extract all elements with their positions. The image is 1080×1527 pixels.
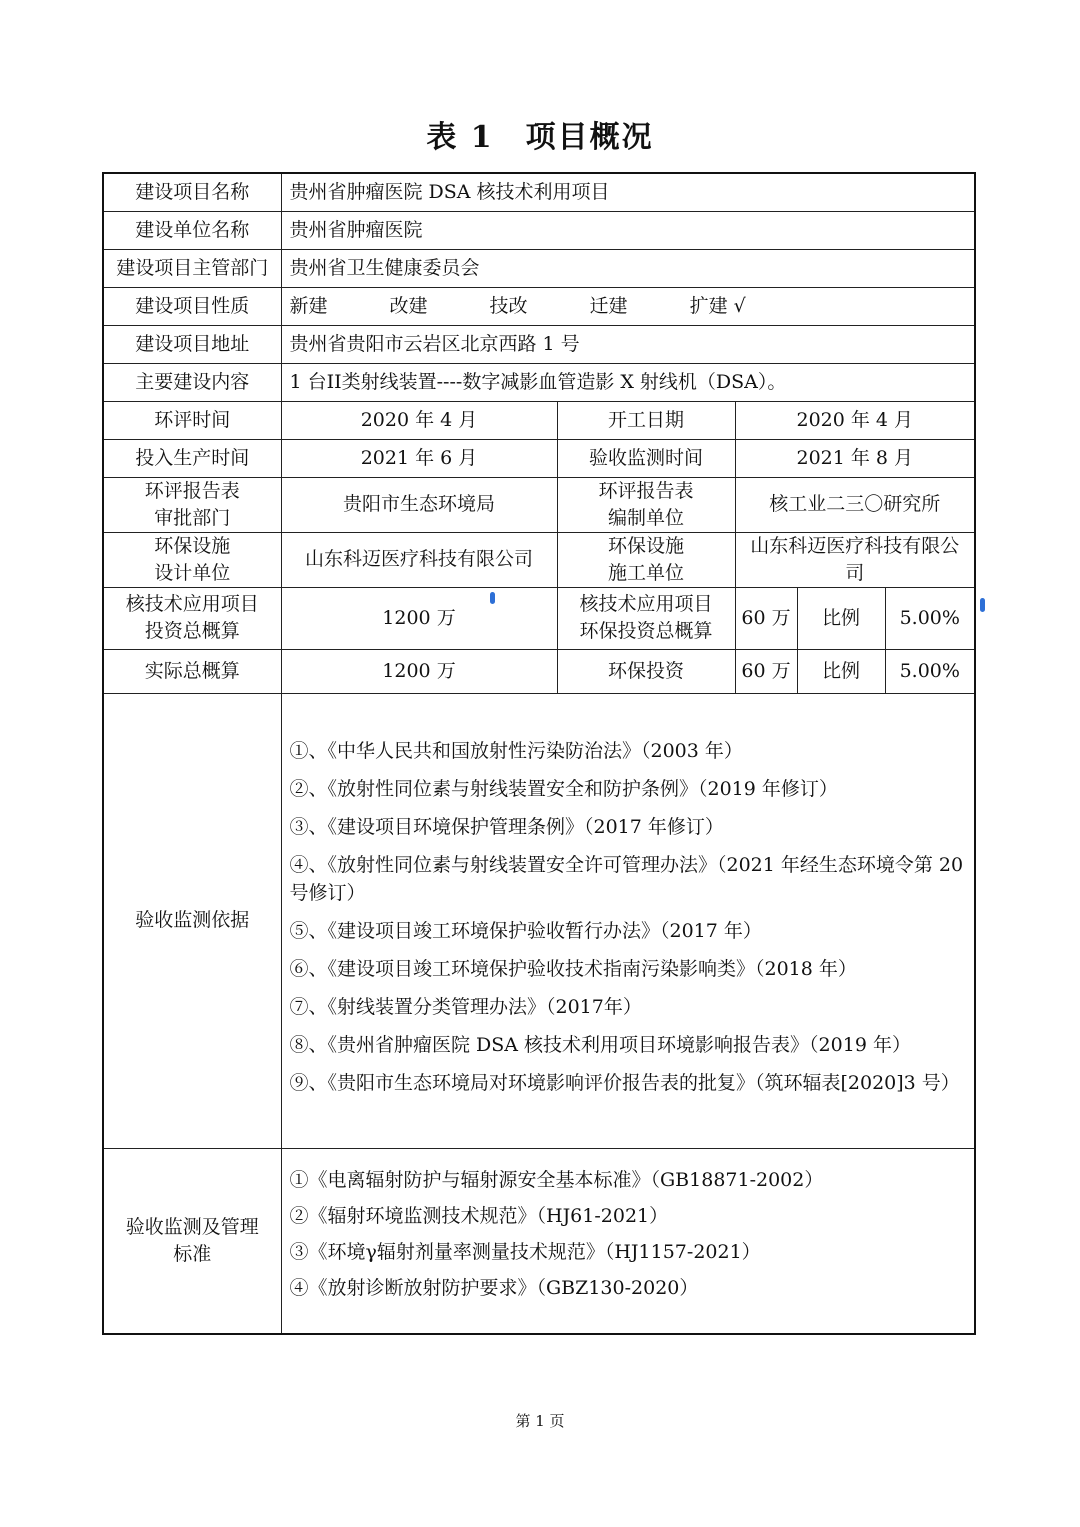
row-project-name	[103, 173, 975, 211]
basis-item: ⑤、《建设项目竣工环境保护验收暂行办法》（2017 年）	[289, 919, 762, 942]
actual-ratio-value: 5.00%	[885, 649, 975, 693]
unit-name-label: 建设单位名称	[103, 211, 281, 249]
construction-value: 山东科迈医疗科技有限公司	[735, 532, 975, 587]
standards-label	[103, 1148, 281, 1334]
row-authority	[103, 249, 975, 287]
approval-label-line1: 环评报告表	[144, 479, 240, 502]
nature-option-expansion: 扩建 √	[689, 294, 746, 317]
production-time-label: 投入生产时间	[103, 439, 281, 477]
construction-label-line2: 施工单位	[607, 561, 684, 584]
actual-label: 实际总概算	[103, 649, 281, 693]
construction-label-line1: 环保设施	[607, 534, 684, 557]
basis-item: ⑦、《射线装置分类管理办法》（2017年）	[289, 995, 642, 1018]
project-name-value: 贵州省肿瘤医院 DSA 核技术利用项目	[281, 173, 975, 211]
investment-label-line1: 核技术应用项目	[125, 593, 259, 615]
authority-value: 贵州省卫生健康委员会	[281, 249, 975, 287]
row-design	[103, 532, 975, 587]
design-value: 山东科迈医疗科技有限公司	[281, 532, 557, 587]
env-investment-value: 60 万	[735, 587, 797, 649]
nature-option-renovation: 技改	[489, 294, 528, 317]
basis-item: ⑧、《贵州省肿瘤医院 DSA 核技术利用项目环境影响报告表》（2019 年）	[289, 1033, 911, 1056]
standard-item: ④《放射诊断放射防护要求》（GBZ130-2020）	[289, 1276, 699, 1299]
row-unit-name	[103, 211, 975, 249]
env-investment-label-line1: 核技术应用项目	[579, 593, 713, 615]
row-nature	[103, 287, 975, 325]
content-label: 主要建设内容	[103, 363, 281, 401]
basis-item: ③、《建设项目环境保护管理条例》（2017 年修订）	[289, 815, 724, 838]
basis-item: ⑨、《贵阳市生态环境局对环境影响评价报告表的批复》（筑环辐表[2020]3 号）	[289, 1071, 960, 1094]
monitoring-time-label: 验收监测时间	[557, 439, 735, 477]
production-time-value: 2021 年 6 月	[281, 439, 557, 477]
row-address	[103, 325, 975, 363]
env-investment-label	[557, 587, 735, 649]
monitoring-time-value: 2021 年 8 月	[735, 439, 975, 477]
start-date-value: 2020 年 4 月	[735, 401, 975, 439]
actual-ratio-label: 比例	[797, 649, 885, 693]
row-actual	[103, 649, 975, 693]
basis-item: ①、《中华人民共和国放射性污染防治法》（2003 年）	[289, 739, 743, 762]
approval-label-line2: 审批部门	[154, 506, 231, 529]
standard-item: ③《环境γ辐射剂量率测量技术规范》（HJ1157-2021）	[289, 1240, 761, 1263]
nature-options	[281, 287, 975, 325]
approval-label	[103, 477, 281, 532]
row-content	[103, 363, 975, 401]
address-value: 贵州省贵阳市云岩区北京西路 1 号	[281, 325, 975, 363]
standards-list	[281, 1148, 975, 1334]
nature-option-rebuild: 改建	[389, 294, 428, 317]
address-label: 建设项目地址	[103, 325, 281, 363]
standards-label-line2: 标准	[173, 1242, 212, 1265]
actual-value: 1200 万	[281, 649, 557, 693]
row-standards	[103, 1148, 975, 1334]
eia-time-label: 环评时间	[103, 401, 281, 439]
design-label	[103, 532, 281, 587]
row-production-time	[103, 439, 975, 477]
compiler-label-line2: 编制单位	[607, 506, 684, 529]
nature-option-relocation: 迁建	[589, 294, 628, 317]
actual-env-label: 环保投资	[557, 649, 735, 693]
basis-item: ⑥、《建设项目竣工环境保护验收技术指南污染影响类》（2018 年）	[289, 957, 857, 980]
ink-mark	[490, 592, 495, 604]
row-eia-time	[103, 401, 975, 439]
compiler-value: 核工业二三〇研究所	[735, 477, 975, 532]
content-value: 1 台II类射线装置----数字减影血管造影 X 射线机（DSA）。	[281, 363, 975, 401]
env-investment-label-line2: 环保投资总概算	[579, 620, 713, 642]
page-number: 第 1 页	[515, 1412, 565, 1430]
actual-env-value: 60 万	[735, 649, 797, 693]
authority-label: 建设项目主管部门	[103, 249, 281, 287]
page-title: 表 1 项目概况	[426, 120, 654, 155]
row-approval	[103, 477, 975, 532]
project-name-label: 建设项目名称	[103, 173, 281, 211]
standards-label-line1: 验收监测及管理	[125, 1215, 259, 1238]
ratio-label: 比例	[797, 587, 885, 649]
basis-list	[281, 693, 975, 1148]
design-label-line1: 环保设施	[154, 534, 231, 557]
basis-label: 验收监测依据	[103, 693, 281, 1148]
start-date-label: 开工日期	[557, 401, 735, 439]
compiler-label-line1: 环评报告表	[598, 479, 694, 502]
standard-item: ②《辐射环境监测技术规范》（HJ61-2021）	[289, 1204, 669, 1227]
nature-label: 建设项目性质	[103, 287, 281, 325]
nature-option-new: 新建	[289, 294, 328, 317]
project-overview-table	[102, 172, 976, 1335]
design-label-line2: 设计单位	[154, 561, 231, 584]
ink-mark	[980, 598, 985, 612]
approval-value: 贵阳市生态环境局	[281, 477, 557, 532]
basis-item: ②、《放射性同位素与射线装置安全和防护条例》（2019 年修订）	[289, 777, 838, 800]
unit-name-value: 贵州省肿瘤医院	[281, 211, 975, 249]
basis-item: ④、《放射性同位素与射线装置安全许可管理办法》（2021 年经生态环境令第 20 号修订）	[289, 853, 964, 904]
row-investment	[103, 587, 975, 649]
investment-value: 1200 万	[281, 587, 557, 649]
ratio-value: 5.00%	[885, 587, 975, 649]
standard-item: ①《电离辐射防护与辐射源安全基本标准》（GB18871-2002）	[289, 1168, 824, 1191]
investment-label-line2: 投资总概算	[144, 620, 240, 642]
construction-label	[557, 532, 735, 587]
compiler-label	[557, 477, 735, 532]
eia-time-value: 2020 年 4 月	[281, 401, 557, 439]
investment-label	[103, 587, 281, 649]
row-basis	[103, 693, 975, 1148]
